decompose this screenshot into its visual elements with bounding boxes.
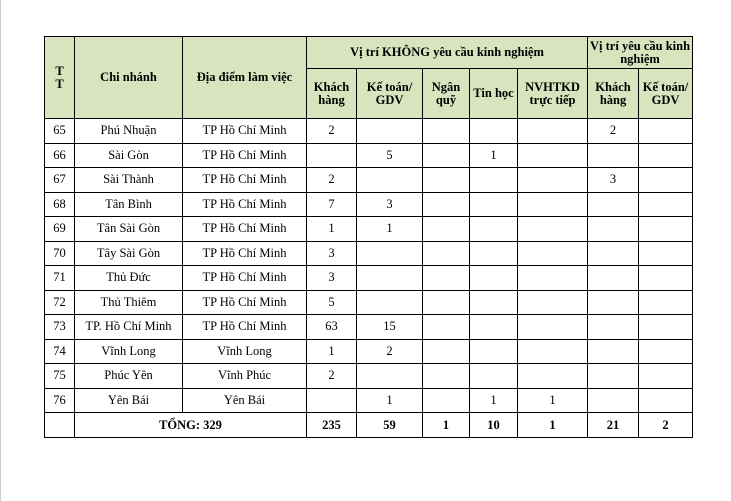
row-value-cell	[470, 364, 518, 389]
row-value-cell	[470, 290, 518, 315]
row-tt: 65	[45, 119, 75, 144]
row-value-cell	[423, 364, 470, 389]
row-value-cell	[518, 241, 588, 266]
row-value-cell	[357, 266, 423, 291]
row-value-cell	[470, 315, 518, 340]
total-row	[45, 413, 693, 438]
row-value-cell: 3	[307, 241, 357, 266]
header-group-no-experience: Vị trí KHÔNG yêu cầu kinh nghiệm	[307, 37, 588, 69]
row-value-cell	[518, 143, 588, 168]
row-value-cell	[588, 192, 639, 217]
row-value-cell: 5	[307, 290, 357, 315]
row-value-cell: 2	[307, 168, 357, 193]
row-value-cell	[423, 241, 470, 266]
row-value-cell: 2	[307, 119, 357, 144]
row-value-cell	[639, 119, 693, 144]
row-value-cell: 1	[518, 388, 588, 413]
row-value-cell: 1	[307, 217, 357, 242]
row-value-cell: 5	[357, 143, 423, 168]
row-value-cell	[307, 143, 357, 168]
row-value-cell	[470, 168, 518, 193]
row-location: TP Hồ Chí Minh	[183, 119, 307, 144]
row-value-cell: 1	[357, 388, 423, 413]
row-location: Yên Bái	[183, 388, 307, 413]
total-cell: 1	[423, 413, 470, 438]
row-value-cell	[357, 290, 423, 315]
row-value-cell	[518, 364, 588, 389]
row-value-cell	[639, 290, 693, 315]
total-cell: 59	[357, 413, 423, 438]
table-row	[45, 168, 693, 193]
row-value-cell	[588, 266, 639, 291]
total-cell: 10	[470, 413, 518, 438]
row-value-cell: 2	[588, 119, 639, 144]
row-value-cell	[639, 364, 693, 389]
row-branch: Tân Sài Gòn	[75, 217, 183, 242]
row-value-cell	[470, 119, 518, 144]
row-tt: 66	[45, 143, 75, 168]
row-value-cell	[423, 339, 470, 364]
row-value-cell	[639, 168, 693, 193]
subheader-exp-customer: Khách hàng	[588, 69, 639, 119]
row-tt: 67	[45, 168, 75, 193]
row-value-cell	[518, 315, 588, 340]
row-tt: 69	[45, 217, 75, 242]
row-value-cell	[518, 168, 588, 193]
row-location: TP Hồ Chí Minh	[183, 290, 307, 315]
row-value-cell: 1	[307, 339, 357, 364]
row-value-cell: 2	[307, 364, 357, 389]
row-value-cell	[588, 143, 639, 168]
row-location: Vĩnh Long	[183, 339, 307, 364]
total-cell: 21	[588, 413, 639, 438]
row-value-cell	[639, 315, 693, 340]
row-value-cell	[423, 388, 470, 413]
header-group-experience: Vị trí yêu cầu kinh nghiệm	[588, 37, 693, 69]
row-branch: Thủ Đức	[75, 266, 183, 291]
row-tt: 70	[45, 241, 75, 266]
total-label: TỔNG: 329	[75, 413, 307, 438]
table-row	[45, 119, 693, 144]
row-value-cell	[639, 143, 693, 168]
row-value-cell: 7	[307, 192, 357, 217]
table-row	[45, 143, 693, 168]
row-value-cell: 3	[307, 266, 357, 291]
table-row	[45, 364, 693, 389]
page-edge-left	[0, 0, 1, 501]
row-location: TP Hồ Chí Minh	[183, 315, 307, 340]
row-value-cell	[357, 168, 423, 193]
row-branch: Yên Bái	[75, 388, 183, 413]
row-value-cell	[588, 290, 639, 315]
row-value-cell: 2	[357, 339, 423, 364]
row-location: TP Hồ Chí Minh	[183, 266, 307, 291]
row-value-cell	[518, 192, 588, 217]
row-value-cell	[470, 339, 518, 364]
row-value-cell: 1	[357, 217, 423, 242]
subheader-accountant: Kế toán/ GDV	[357, 69, 423, 119]
row-value-cell	[518, 217, 588, 242]
row-branch: TP. Hồ Chí Minh	[75, 315, 183, 340]
row-value-cell: 3	[588, 168, 639, 193]
row-branch: Vĩnh Long	[75, 339, 183, 364]
row-branch: Phúc Yên	[75, 364, 183, 389]
row-value-cell: 3	[357, 192, 423, 217]
row-branch: Sài Thành	[75, 168, 183, 193]
row-value-cell: 1	[470, 143, 518, 168]
row-value-cell	[588, 217, 639, 242]
subheader-treasury: Ngân quỹ	[423, 69, 470, 119]
row-value-cell	[423, 192, 470, 217]
row-branch: Tân Bình	[75, 192, 183, 217]
table-row	[45, 217, 693, 242]
row-location: Vĩnh Phúc	[183, 364, 307, 389]
row-value-cell	[588, 315, 639, 340]
total-cell: 235	[307, 413, 357, 438]
table-header	[45, 37, 693, 119]
row-value-cell	[357, 241, 423, 266]
subheader-exp-accountant: Kế toán/ GDV	[639, 69, 693, 119]
row-tt: 68	[45, 192, 75, 217]
row-tt: 72	[45, 290, 75, 315]
table-row	[45, 315, 693, 340]
table-row	[45, 339, 693, 364]
row-location: TP Hồ Chí Minh	[183, 217, 307, 242]
row-value-cell	[470, 192, 518, 217]
table-body	[45, 119, 693, 413]
row-value-cell	[588, 339, 639, 364]
row-value-cell	[518, 119, 588, 144]
total-cell: 2	[639, 413, 693, 438]
subheader-business-support: NVHTKD trực tiếp	[518, 69, 588, 119]
row-value-cell	[639, 339, 693, 364]
row-value-cell	[518, 290, 588, 315]
row-tt: 74	[45, 339, 75, 364]
row-value-cell	[470, 266, 518, 291]
row-value-cell	[518, 339, 588, 364]
row-value-cell	[423, 217, 470, 242]
table-row	[45, 266, 693, 291]
row-tt: 76	[45, 388, 75, 413]
row-value-cell	[357, 364, 423, 389]
recruitment-table	[44, 36, 693, 438]
row-location: TP Hồ Chí Minh	[183, 168, 307, 193]
table-footer	[45, 413, 693, 438]
subheader-it: Tin học	[470, 69, 518, 119]
row-value-cell	[639, 266, 693, 291]
total-cell: 1	[518, 413, 588, 438]
row-value-cell	[470, 241, 518, 266]
row-value-cell	[588, 364, 639, 389]
subheader-customer: Khách hàng	[307, 69, 357, 119]
row-value-cell	[639, 192, 693, 217]
row-branch: Phú Nhuận	[75, 119, 183, 144]
row-value-cell	[639, 217, 693, 242]
row-branch: Sài Gòn	[75, 143, 183, 168]
row-value-cell	[423, 315, 470, 340]
row-value-cell	[470, 217, 518, 242]
header-tt: T T	[45, 37, 75, 119]
header-branch: Chi nhánh	[75, 37, 183, 119]
row-tt: 73	[45, 315, 75, 340]
row-location: TP Hồ Chí Minh	[183, 241, 307, 266]
table-row	[45, 241, 693, 266]
total-tt	[45, 413, 75, 438]
table-row	[45, 388, 693, 413]
row-value-cell	[518, 266, 588, 291]
row-value-cell	[307, 388, 357, 413]
table-row	[45, 192, 693, 217]
row-value-cell	[423, 143, 470, 168]
row-value-cell	[588, 388, 639, 413]
table-row	[45, 290, 693, 315]
header-location: Địa điểm làm việc	[183, 37, 307, 119]
row-value-cell	[357, 119, 423, 144]
row-branch: Thủ Thiêm	[75, 290, 183, 315]
row-value-cell	[423, 119, 470, 144]
row-value-cell: 63	[307, 315, 357, 340]
row-value-cell	[423, 290, 470, 315]
row-branch: Tây Sài Gòn	[75, 241, 183, 266]
row-location: TP Hồ Chí Minh	[183, 143, 307, 168]
row-location: TP Hồ Chí Minh	[183, 192, 307, 217]
row-tt: 71	[45, 266, 75, 291]
row-value-cell: 15	[357, 315, 423, 340]
row-value-cell: 1	[470, 388, 518, 413]
row-value-cell	[639, 388, 693, 413]
row-value-cell	[588, 241, 639, 266]
row-value-cell	[639, 241, 693, 266]
row-value-cell	[423, 266, 470, 291]
row-value-cell	[423, 168, 470, 193]
row-tt: 75	[45, 364, 75, 389]
